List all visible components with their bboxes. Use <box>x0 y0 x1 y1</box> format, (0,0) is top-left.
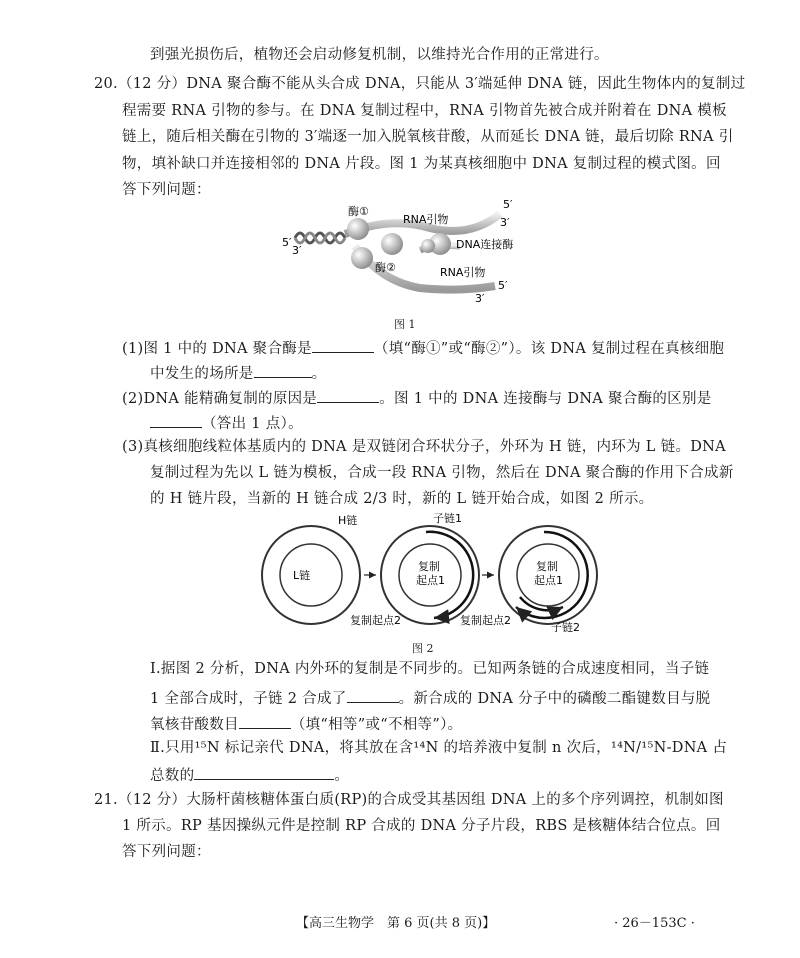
answer-blank[interactable] <box>317 389 379 403</box>
part-ii: 总数的 。 <box>150 768 350 784</box>
answer-blank[interactable] <box>150 414 202 428</box>
answer-blank[interactable] <box>347 689 399 703</box>
figure-1-caption: 图 1 <box>394 318 416 331</box>
enzyme-1 <box>347 218 369 240</box>
subquestion-2: (2)DNA 能精确复制的原因是 。图 1 中的 DNA 连接酶与 DNA 聚合酶的区别是 <box>122 391 712 407</box>
daughter1-label: 子链1 <box>433 512 462 525</box>
enzyme-2 <box>351 247 373 269</box>
answer-blank[interactable] <box>254 364 312 378</box>
text-line: 到强光损伤后，植物还会启动修复机制，以维持光合作用的正常进行。 <box>150 47 609 63</box>
answer-blank[interactable] <box>312 339 374 353</box>
page-footer-code: · 26－153C · <box>614 916 695 931</box>
answer-blank[interactable] <box>239 715 291 729</box>
question-21-line: 答下列问题： <box>122 844 211 860</box>
part-ii: Ⅱ.只用¹⁵N 标记亲代 DNA，将其放在含¹⁴N 的培养液中复制 n 次后，¹⁴N/¹⁵N-DNA 占 <box>150 740 728 756</box>
part-i: 1 全部合成时，子链 2 合成了 。新合成的 DNA 分子中的磷酸二酯键数目与脱 <box>150 691 711 707</box>
question-20-line: 物，填补缺口并连接相邻的 DNA 片段。图 1 为某真核细胞中 DNA 复制过程的模式图。回 <box>122 156 721 172</box>
l-chain-label: L链 <box>293 569 311 582</box>
question-21-line: 1 所示。RP 基因操纵元件是控制 RP 合成的 DNA 分子片段，RBS 是核糖体结合位点。回 <box>122 818 721 834</box>
daughter2-label: 子链2 <box>551 621 580 632</box>
question-20-line: 答下列问题： <box>122 182 211 198</box>
subquestion-3: (3)真核细胞线粒体基质内的 DNA 是双链闭合环状分子，外环为 H 链，内环为 L 链。DNA <box>122 439 726 455</box>
page-footer-title: 【高三生物学 第 6 页(共 8 页)】 <box>296 916 496 931</box>
figure-2-caption: 图 2 <box>412 642 434 655</box>
five-prime-label: 5′ <box>282 236 292 249</box>
question-20-line: 链上，随后相关酶在引物的 3′端逐一加入脱氧核苷酸，从而延长 DNA 链，最后切除 RNA 引 <box>122 129 734 145</box>
ligase-label: DNA连接酶 <box>456 238 514 251</box>
five-prime-label: 5′ <box>498 279 508 292</box>
part-i: Ⅰ.据图 2 分析，DNA 内外环的复制是不同步的。已知两条链的合成速度相同，当子链 <box>150 661 710 677</box>
five-prime-label: 5′ <box>503 198 513 211</box>
polymerase <box>381 233 403 255</box>
three-prime-label: 3′ <box>500 216 510 229</box>
figure-1 <box>270 196 530 308</box>
primer-label-top: RNA引物 <box>403 213 449 226</box>
subquestion-3: 的 H 链片段，当新的 H 链合成 2/3 时，新的 L 链开始合成，如图 2 所示。 <box>150 491 654 507</box>
figure-2 <box>258 512 598 632</box>
subquestion-2: （答出 1 点）。 <box>150 414 303 432</box>
origin1-label: 起点1 <box>416 574 445 587</box>
primer-label-bottom: RNA引物 <box>440 266 486 279</box>
answer-blank[interactable] <box>194 766 334 780</box>
question-20-line: 20.（12 分）DNA 聚合酶不能从头合成 DNA，只能从 3′端延伸 DNA 链，因此生物体内的复制过 <box>94 76 746 92</box>
three-prime-label: 3′ <box>292 244 302 257</box>
question-20-line: 程需要 RNA 引物的参与。在 DNA 复制过程中，RNA 引物首先被合成并附着在 DNA 模板 <box>122 103 727 119</box>
enzyme1-label: 酶① <box>348 205 369 218</box>
origin1-label: 复制 <box>536 560 558 573</box>
part-i: 氧核苷酸数目 （填“相等”或“不相等”）。 <box>150 717 463 733</box>
origin1-label: 起点1 <box>534 574 563 587</box>
origin2-label: 复制起点2 <box>460 614 511 627</box>
h-chain-label: H链 <box>338 514 358 527</box>
subquestion-3: 复制过程为先以 L 链为模板，合成一段 RNA 引物，然后在 DNA 聚合酶的作用下合成新 <box>150 465 734 481</box>
question-21-line: 21.（12 分）大肠杆菌核糖体蛋白质(RP)的合成受其基因组 DNA 上的多个序列调控，机制如图 <box>94 792 724 808</box>
origin2-label: 复制起点2 <box>350 614 401 627</box>
enzyme2-label: 酶② <box>375 261 396 274</box>
origin1-label: 复制 <box>418 560 440 573</box>
daughter-strand-2 <box>520 597 563 610</box>
subquestion-1: 中发生的场所是 。 <box>150 366 327 382</box>
three-prime-label: 3′ <box>475 292 485 305</box>
subquestion-1: (1)图 1 中的 DNA 聚合酶是 （填“酶①”或“酶②”）。该 DNA 复制过程在真核细胞 <box>122 341 725 357</box>
